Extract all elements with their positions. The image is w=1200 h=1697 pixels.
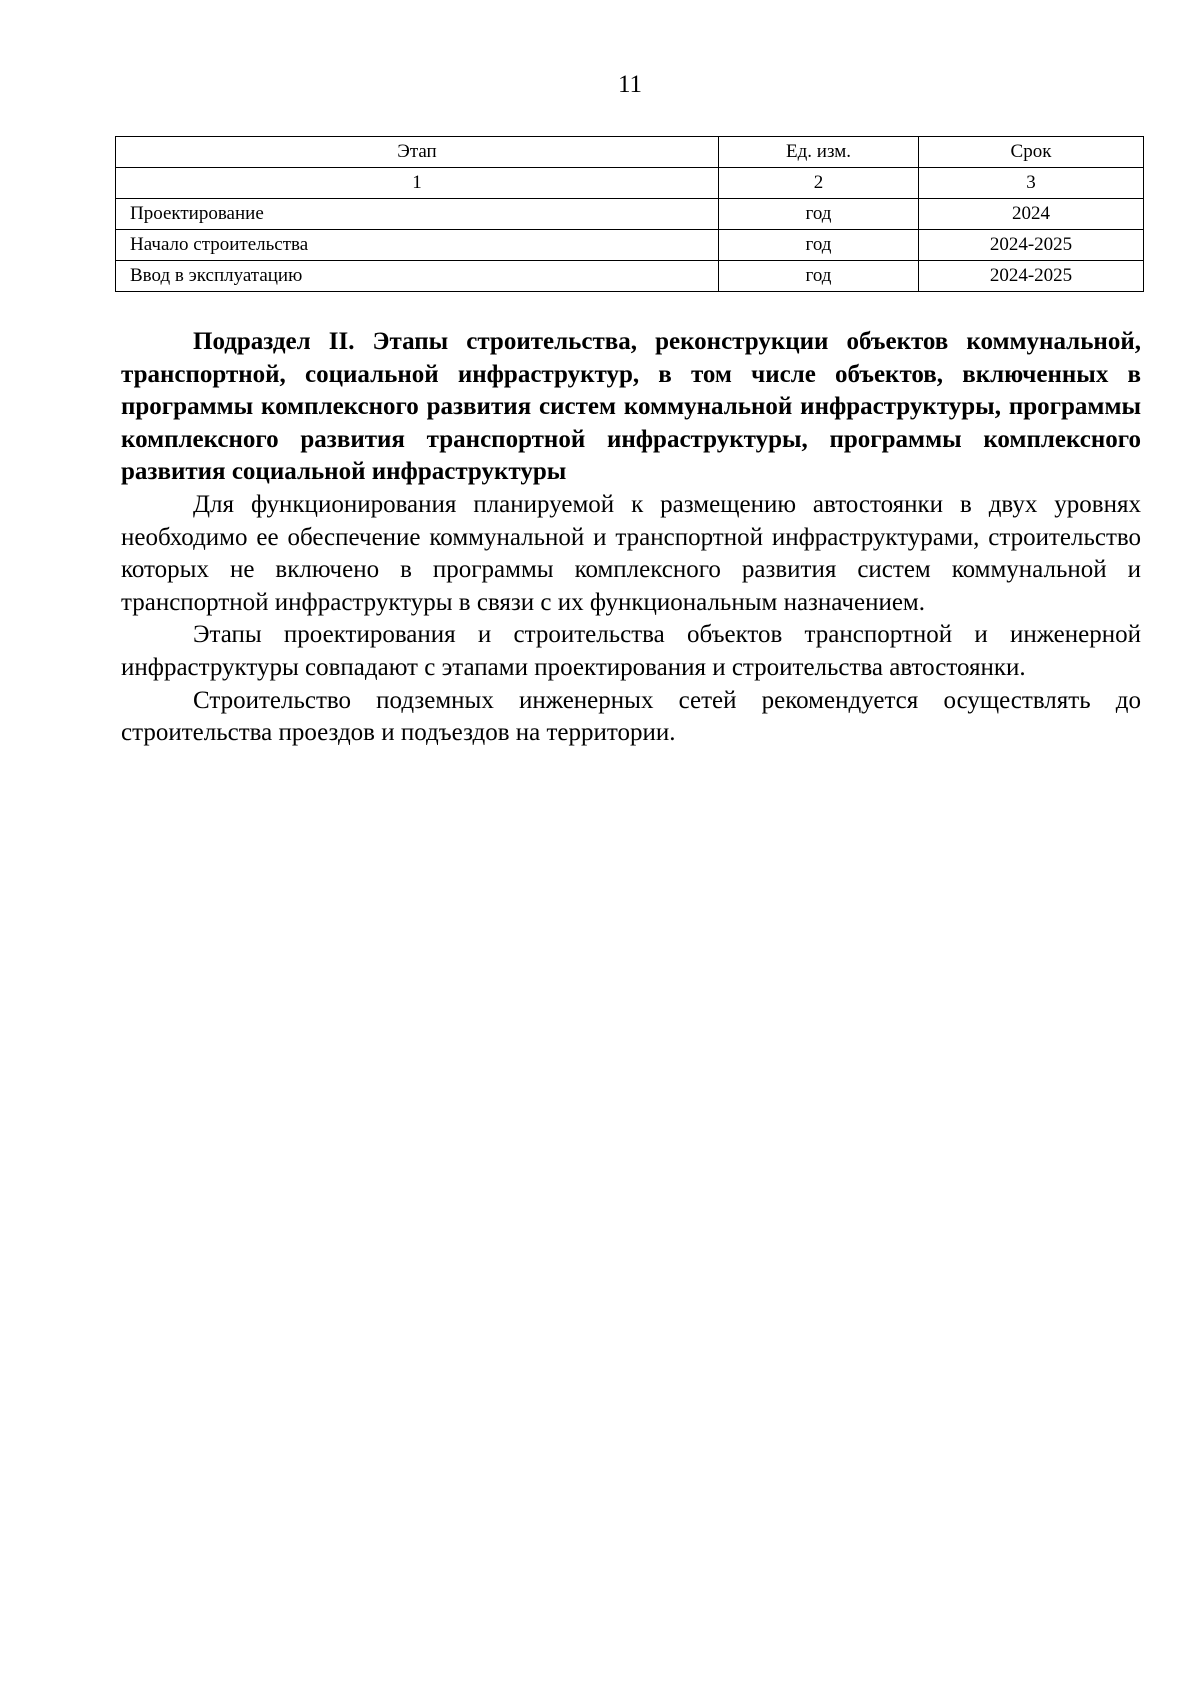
column-number-cell: 2 bbox=[719, 168, 919, 199]
column-number-cell: 1 bbox=[116, 168, 719, 199]
table-row bbox=[116, 261, 1144, 292]
stage-cell: Ввод в эксплуатацию bbox=[116, 261, 719, 292]
stage-cell: Проектирование bbox=[116, 199, 719, 230]
term-cell: 2024 bbox=[919, 199, 1144, 230]
table-row bbox=[116, 230, 1144, 261]
table-row bbox=[116, 199, 1144, 230]
unit-cell: год bbox=[719, 230, 919, 261]
stage-cell: Начало строительства bbox=[116, 230, 719, 261]
column-number-cell: 3 bbox=[919, 168, 1144, 199]
table-header-row bbox=[116, 137, 1144, 168]
term-cell: 2024-2025 bbox=[919, 261, 1144, 292]
page-number: 11 bbox=[617, 71, 643, 98]
header-cell-term: Срок bbox=[919, 137, 1144, 168]
header-cell-unit: Ед. изм. bbox=[719, 137, 919, 168]
paragraph: Строительство подземных инженерных сетей рекомендуется осуществлять до строительства проездов и подъездов на территории. bbox=[121, 686, 1141, 747]
header-cell-stage: Этап bbox=[116, 137, 719, 168]
unit-cell: год bbox=[719, 199, 919, 230]
term-cell: 2024-2025 bbox=[919, 230, 1144, 261]
paragraph: Этапы проектирования и строительства объектов транспортной и инженерной инфраструктуры совпадают с этапами проектирования и строительства автостоянки. bbox=[121, 621, 1141, 681]
stages-table bbox=[115, 136, 1144, 292]
paragraph: Для функционирования планируемой к размещению автостоянки в двух уровнях необходимо ее обеспечение коммунальной и транспортной инфраструктурами, строительство которых не включено в программы комплексного развития систем коммунальной и транспортной инфраструктуры в связи с их функциональным назначением. bbox=[121, 490, 1141, 616]
section-body bbox=[121, 326, 1141, 750]
section-heading: Подраздел II. Этапы строительства, реконструкции объектов коммунальной, транспортной, социальной инфраструктур, в том числе объектов, включенных в программы комплексного развития систем коммунальной инфраструктуры, программы комплексного развития транспортной инфраструктуры, программы комплексного развития социальной инфраструктуры bbox=[121, 328, 1141, 486]
table-column-number-row bbox=[116, 168, 1144, 199]
unit-cell: год bbox=[719, 261, 919, 292]
